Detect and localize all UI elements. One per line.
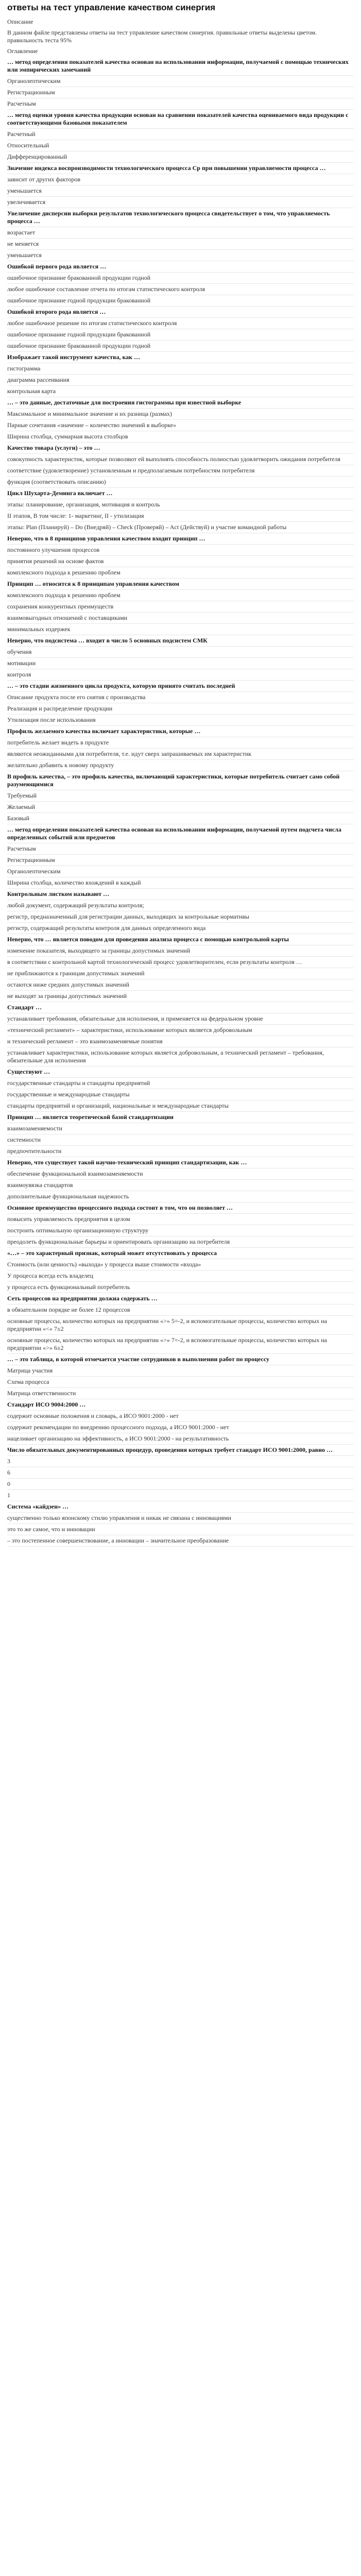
answer-option: Реализация и распределение продукции xyxy=(7,703,354,715)
answer-option: не меняется xyxy=(7,239,354,250)
answer-option: Стоимость (или ценность) «выхода» у процесса выше стоимости «входа» xyxy=(7,1259,354,1270)
answer-option: «технический регламент» – характеристики, использование которых является добровольным xyxy=(7,1025,354,1036)
answer-option: 0 xyxy=(7,1479,354,1490)
question-text: Неверно, что … является поводом для проведения анализа процесса с помощью контрольной карты xyxy=(7,934,354,945)
question-text: Принцип … является теоретической базой стандартизации xyxy=(7,1112,354,1123)
answer-option: ошибочное признание бракованной продукции годной xyxy=(7,341,354,352)
question-text: Неверно, что подсистема … входит в число 5 основных подсистем СМК xyxy=(7,635,354,647)
question-text: Основное преимущество процессного подхода состоит в том, что он позволяет … xyxy=(7,1202,354,1214)
answer-option: взаимовыгодных отношений с поставщиками xyxy=(7,613,354,624)
answer-option: являются неожиданными для потребителя, т.е. идут сверх запрашиваемых им характеристик xyxy=(7,749,354,760)
answer-option: Утилизация после использования xyxy=(7,715,354,726)
question-text: Неверно, что существует такой научно-технический принцип стандартизации, как … xyxy=(7,1157,354,1168)
answer-option: основные процессы, количество которых на предприятии «>» 7=-2, и вспомогательные процессы, количество которых на предприятии «>» 6±2 xyxy=(7,1335,354,1354)
answer-option: стандарты предприятий и организаций, национальные и международные стандарты xyxy=(7,1100,354,1112)
intro-text: В данном файле представлены ответы на тест управление качеством синергия. правильные ответы выделены цветом. правильность теста 95% xyxy=(7,29,317,44)
answer-option: содержит рекомендации по внедрению процессного подхода, а ИСО 9001:2000 - нет xyxy=(7,1422,354,1433)
answer-option: Желаемый xyxy=(7,802,354,813)
answer-option: в соответствии с контрольной картой технологический процесс удовлетворителен, если результаты контроля … xyxy=(7,957,354,968)
answer-option: комплексного подхода к решению проблем xyxy=(7,590,354,601)
answer-option: остаются ниже средних допустимых значений xyxy=(7,979,354,991)
answer-option: совокупность характеристик, которые позволяют ей выполнять способность полностью удовлетворить ожидания потребителя xyxy=(7,454,354,465)
question-text: … – это данные, достаточные для построения гистограммы при известной выборке xyxy=(7,397,354,409)
answer-option: Описание продукта после его снятия с производства xyxy=(7,692,354,703)
answer-option: не выходят за границы допустимых значений xyxy=(7,991,354,1002)
answer-option: Ширина столбца, суммарная высота столбцов xyxy=(7,431,354,443)
answer-option: зависит от других факторов xyxy=(7,174,354,185)
question-text: Стандарт ИСО 9004:2000 … xyxy=(7,1399,354,1411)
answer-option: любое ошибочное решение по итогам статистического контроля xyxy=(7,318,354,329)
answer-option: ошибочное признание годной продукции бракованной xyxy=(7,295,354,307)
answer-option: это то же самое, что и инновации xyxy=(7,1524,354,1535)
answer-option: увеличивается xyxy=(7,197,354,208)
answer-option: уменьшается xyxy=(7,185,354,197)
intro-text: Оглавление xyxy=(7,47,38,55)
answer-option: любой документ, содержащий результаты контроля; xyxy=(7,900,354,911)
answer-option: Расчетный xyxy=(7,129,354,140)
question-text: Цикл Шухарта-Деминга включает … xyxy=(7,488,354,499)
answer-option: этапы: планирование, организация, мотивация и контроль xyxy=(7,499,354,511)
answer-option: и технический регламент – это взаимозаменяемые понятия xyxy=(7,1036,354,1047)
answer-option: преодолеть функциональные барьеры и ориентировать организацию на потребителя xyxy=(7,1236,354,1248)
answer-option: системности xyxy=(7,1134,354,1146)
answer-option: у процесса есть функциональный потребитель xyxy=(7,1282,354,1293)
answer-option: Регистрационным xyxy=(7,855,354,866)
answer-option: основные процессы, количество которых на предприятии «>» 5=-2, и вспомогательные процессы, количество которых на предприятии «<» 7±2 xyxy=(7,1316,354,1335)
question-text: Ошибкой второго рода является … xyxy=(7,307,354,318)
document-body xyxy=(7,16,354,1547)
answer-option: регистр, предназначенный для регистрации данных, выходящих за контрольные нормативы xyxy=(7,911,354,923)
answer-option: мотивации xyxy=(7,658,354,669)
answer-option: в обязательном порядке не более 12 процессов xyxy=(7,1304,354,1316)
answer-option: функция (соответствовать описанию) xyxy=(7,477,354,488)
question-text: … – это стадии жизненного цикла продукта, которую принято считать последней xyxy=(7,681,354,692)
answer-option: Расчетным xyxy=(7,843,354,855)
answer-option: регистр, содержащий результаты контроля для данных определенного вида xyxy=(7,923,354,934)
question-text: … метод определения показателей качества основан на использовании информации, получаемой путем подсчета числа определенных событий или предметов xyxy=(7,824,354,843)
answer-option: постоянного улучшения процессов xyxy=(7,545,354,556)
question-text: Сеть процессов на предприятии должна содержать … xyxy=(7,1293,354,1304)
answer-option: гистограмма xyxy=(7,363,354,375)
answer-option: диаграмма рассеивания xyxy=(7,375,354,386)
intro-text: Описание xyxy=(7,18,33,25)
answer-option: комплексного подхода к решению проблем xyxy=(7,567,354,579)
answer-option: принятия решений на основе фактов xyxy=(7,556,354,567)
answer-option: – это постепенное совершенствование, а инновации – значительное преобразование xyxy=(7,1535,354,1547)
page-title: ответы на тест управление качеством синергия xyxy=(7,3,216,12)
answer-option: II этапов, В том числе: 1- маркетинг, II - утилизация xyxy=(7,511,354,522)
answer-option: Максимальное и минимальное значение и их разница (размах) xyxy=(7,409,354,420)
question-text: … – это таблица, в которой отмечается участие сотрудников в выполнении работ по процессу xyxy=(7,1354,354,1365)
answer-option: дополнительные функциональная надежность xyxy=(7,1191,354,1202)
answer-option: Требуемый xyxy=(7,790,354,802)
answer-option: Органолептическим xyxy=(7,76,354,87)
answer-option: уменьшается xyxy=(7,250,354,261)
answer-option: предпочтительности xyxy=(7,1146,354,1157)
answer-option: повысить управляемость предприятия в целом xyxy=(7,1214,354,1225)
answer-option: контрольная карта xyxy=(7,386,354,397)
question-text: … метод оценки уровня качества продукции основан на сравнении показателей качества оцениваемого вида продукции с соответствующими базовыми показателем xyxy=(7,110,354,129)
question-text: Качество товара (услуги) – это … xyxy=(7,443,354,454)
question-text: Система «кайдзен» … xyxy=(7,1501,354,1513)
answer-option: возрастает xyxy=(7,227,354,239)
answer-option: любое ошибочное составление отчета по итогам статистического контроля xyxy=(7,284,354,295)
answer-option: устанавливает характеристики, использование которых является добровольным, а технический регламент – требования, обязательные для исполнения xyxy=(7,1047,354,1066)
answer-option: Относительный xyxy=(7,140,354,151)
answer-option: обучения xyxy=(7,647,354,658)
question-text: «…» – это характерный признак, который может отсутствовать у процесса xyxy=(7,1248,354,1259)
answer-option: Органолептическим xyxy=(7,866,354,877)
answer-option: 3 xyxy=(7,1456,354,1467)
question-text: Увеличение дисперсии выборки результатов технологического процесса свидетельствует о том, что управляемость процесса … xyxy=(7,208,354,227)
question-text: Профиль желаемого качества включает характеристики, которые … xyxy=(7,726,354,737)
answer-option: Регистрационным xyxy=(7,87,354,98)
answer-option: изменение показателя, выходящего за границы допустимых значений xyxy=(7,945,354,957)
answer-option: потребитель желает видеть в продукте xyxy=(7,737,354,749)
answer-option: государственные стандарты и стандарты предприятий xyxy=(7,1078,354,1089)
question-text: Ошибкой первого рода является … xyxy=(7,261,354,273)
answer-option: 1 xyxy=(7,1490,354,1501)
answer-option: 6 xyxy=(7,1467,354,1479)
answer-option: существенно только японскому стилю управления и никак не связана с инновациями xyxy=(7,1513,354,1524)
answer-option: Расчетным xyxy=(7,98,354,110)
question-text: Значение индекса воспроизводимости технологического процесса Cp при повышении управляемости процесса … xyxy=(7,163,354,174)
question-text: … метод определения показателей качества основан на использовании информации, получаемой с помощью технических или эмпирических замечаний xyxy=(7,57,354,76)
question-text: Число обязательных документированных процедур, проведения которых требует стандарт ИСО 9001:2000, равно … xyxy=(7,1445,354,1456)
answer-option: взаимоувязка стандартов xyxy=(7,1180,354,1191)
answer-option: Парные сочетания «значение – количество значений в выборке» xyxy=(7,420,354,431)
answer-option: сохранения конкурентных преимуществ xyxy=(7,601,354,613)
answer-option: Ширина столбца, количество вхождений в каждый xyxy=(7,877,354,889)
answer-option: нацеливает организацию на эффективность, а ИСО 9001:2000 - на результативность xyxy=(7,1433,354,1445)
answer-option: Базовый xyxy=(7,813,354,824)
answer-option: соответствие (удовлетворение) установленным и предполагаемым потребностям потребителя xyxy=(7,465,354,477)
answer-option: контроля xyxy=(7,669,354,681)
answer-option: У процесса всегда есть владелец xyxy=(7,1270,354,1282)
answer-option: взаимозаменяемости xyxy=(7,1123,354,1134)
question-text: Неверно, что в 8 принципов управления качеством входит принцип … xyxy=(7,533,354,545)
answer-option: Матрица участия xyxy=(7,1365,354,1377)
question-text: Принцип … относится к 8 принципам управления качеством xyxy=(7,579,354,590)
answer-option: государственные и международные стандарты xyxy=(7,1089,354,1100)
answer-option: Схема процесса xyxy=(7,1377,354,1388)
question-text: Существуют … xyxy=(7,1066,354,1078)
question-text: Стандарт … xyxy=(7,1002,354,1013)
answer-option: не приближаются к границам допустимых значений xyxy=(7,968,354,979)
question-text: Контрольным листком называют … xyxy=(7,889,354,900)
question-text: В профиль качества, – это профиль качества, включающий характеристики, которые потребитель считает само собой разумеющимися xyxy=(7,771,354,790)
answer-option: этапы: Plan (Планируй) – Do (Внедряй) – Check (Проверяй) – Act (Действуй) и участие командной работы xyxy=(7,522,354,533)
answer-option: минимальных издержек xyxy=(7,624,354,635)
answer-option: содержит основные положения и словарь, а ИСО 9001:2000 - нет xyxy=(7,1411,354,1422)
answer-option: устанавливает требования, обязательные для исполнения, и применяется на федеральном уровне xyxy=(7,1013,354,1025)
answer-option: обеспечение функциональной взаимозаменяемости xyxy=(7,1168,354,1180)
answer-option: Дифференцированный xyxy=(7,151,354,163)
question-text: Изображает такой инструмент качества, как … xyxy=(7,352,354,363)
answer-option: ошибочное признание бракованной продукции годной xyxy=(7,273,354,284)
answer-option: Матрица ответственности xyxy=(7,1388,354,1399)
answer-option: построить оптимальную организационную структуру xyxy=(7,1225,354,1236)
answer-option: желательно добавить к новому продукту xyxy=(7,760,354,771)
answer-option: ошибочное признание годной продукции бракованной xyxy=(7,329,354,341)
